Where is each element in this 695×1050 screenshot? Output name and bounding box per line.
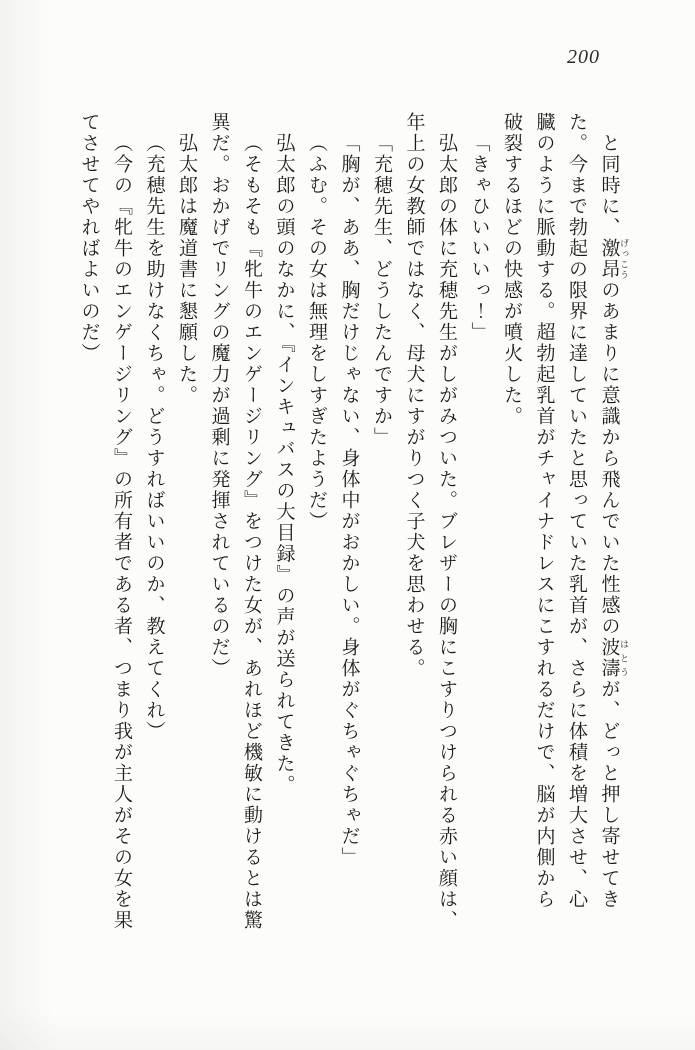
page-number: 200 — [567, 46, 600, 68]
furigana-ruby: 激昂 げっこう — [598, 238, 629, 280]
text-line: 弘太郎は魔道書に懇願した。 — [176, 133, 197, 406]
text-line: （そもそも『牝牛のエンゲージリング』をつけた女が、あれほど機敏に動けるとは驚 — [241, 133, 262, 931]
text-line: 「胸が、ああ、胸だけじゃない、身体中がおかしい。身体がぐちゃぐちゃだ」 — [338, 133, 360, 868]
text-line: 破裂するほどの快感が噴火した。 — [501, 112, 522, 427]
text-line: （ふむ。その女は無理をしすぎたようだ） — [306, 133, 327, 532]
text-line: 「充穂先生、どうしたんですか」 — [371, 133, 392, 448]
text-line: 弘太郎の体に充穂先生がしがみついた。ブレザーの胸にこすりつけられる赤い顔は、 — [436, 133, 457, 931]
text-line: 異だ。おかげでリングの魔力が過剰に発揮されているのだ） — [208, 112, 230, 679]
text-block — [72, 112, 629, 957]
text-line: （今の『牝牛のエンゲージリング』の所有者である者、つまり我が主人がその女を果 — [111, 133, 132, 931]
text-line: と同時に、激昂 げっこうのあまりに意識から飛んでいた性感の波濤 はとうが、どっと押し寄せてき — [598, 133, 629, 910]
text-line: 年上の女教師ではなく、母犬にすがりつく子犬を思わせる。 — [403, 112, 425, 679]
text-line: てさせてやればよいのだ） — [78, 112, 100, 364]
text-line: た。今まで勃起の限界に達していたと思っていた乳首が、さらに体積を増大させ、心 — [566, 112, 587, 910]
text-line: 臓のように脈動する。超勃起乳首がチャイナドレスにこすれるだけで、脳が内側から — [533, 112, 555, 910]
text-line: 「きゃひいいいっ！」 — [468, 133, 490, 343]
text-line: （充穂先生を助けなくちゃ。どうすればいいのか、教えてくれ） — [143, 133, 165, 742]
furigana-ruby: 波濤 はとう — [598, 637, 629, 679]
text-line: 弘太郎の頭のなかに、『インキュバスの大目録』の声が送られてきた。 — [273, 133, 295, 796]
